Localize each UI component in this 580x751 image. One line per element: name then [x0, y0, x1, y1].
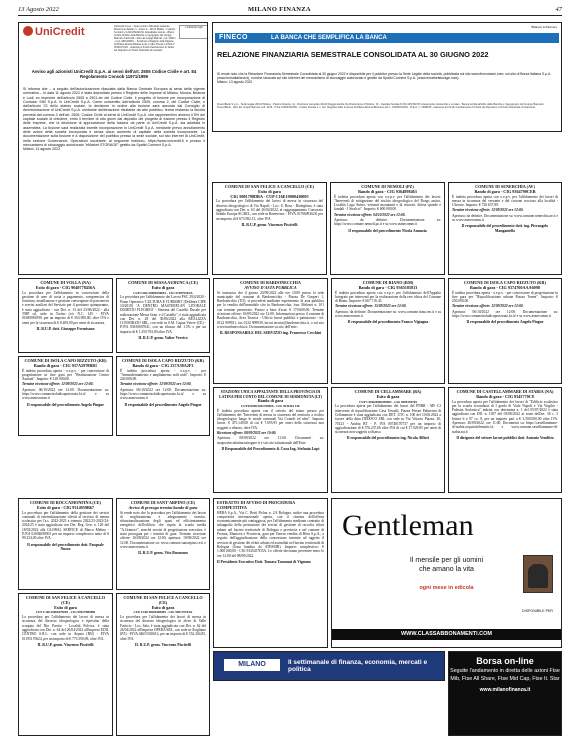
gentleman-url-bar[interactable]: WWW.CLASSABBONAMENTI.COM [332, 629, 561, 640]
unicredit-place-date: Milano, 11 agosto 2022 [23, 147, 61, 152]
gentleman-cover-image [523, 555, 553, 593]
page-header [18, 6, 562, 16]
notice-stazione-latina: STAZIONE UNICA APPALTANTE DELLA PROVINCIA DI LATINA PER CONTO DEL COMUNE DI SERMONETA (LT) Bando di gara CUP H16B21001700006 - CIG 9344416 15F È indetta procedura aperta con il criterio del minor prezzo per l'affidamento dei "Interventi di messa in sicurezza del territorio a rischio idrogeologico lungo le strade comunali Via Cotardi ed altre". Importo lavori: € 475.149,00 di cui € 7.695,95 per oneri della sicurezza non soggetti a ribasso, oltre IVA. Ricezione offerte: 08/09/2022 ore 10:00. Apertura: 08/09/2022 ore 11:00. Documenti su: suaprovincialatina.tuttogare.it e sul sito istituzionale dell'Ente. Il Responsabile del Procedimento & Cura Ing. Stefania Lupi [213, 387, 328, 493]
notice-castellammare: COMUNE DI CASTELLAMMARE DI STABIA (NA) Bando di gara - CIG 9345770C8 La procedura aperta per l'affidamento dei lavori di "Edificio scolastico per la scuola secondaria di I grado di Viale Napoli e Via Virgilio - Palestra Scolastica" indetta con determina n. 1 del 05/07/2022 è stata aggiudicata con DD. n. 1057 del 03/08/2022 ai sensi dell'art. 36 c. 2 lettera b e 97 co. 8, per un importo pari a € 3.500.000,00 oltre IVA. Apertura: 26/09/2022, ore 11:00. Documenti su: https://castellammare-di-stabia.acquistitelematici.it e www.comune.castellammare-di-stabia.na.it Il dirigente del settore lavori pubblici dott. Antonio Venditto [448, 387, 562, 493]
gentleman-line2: che amano la vita [419, 566, 474, 573]
notice-bardonecchia: COMUNE DI BARDONECCHIA AVVISO D'ASTA PUBBLICA Si comunica che il giorno 20/09/2022 alle ore 10.00 presso la sede municipale del comune di Bardonecchia - Piazza De Gasperi 1, Bardonecchia (TO), si procederà mediante esperimento di asta pubblica per la vendita dell'immobile sito in Bardonecchia, fraz. Melezet n. 101 con termine perentorio. Prezzo a base d'asta: € 170.600,00. Termine ricezione offerte: 16/09/2022 ore 12:00. Informazioni presso il comune di Bardonecchia, Area Tecnica - Ufficio lavori pubblici e patrimonio - tel. 0122 909931, fax 0122 909939, lavori.tecnici@bardonecchia.it, o sul sito www.bardonecchia.it. Documentazione su sito dell'ente. IL RESPONSABILE DEL SERVIZIO ing. Francesco Cecchini [213, 278, 328, 384]
newspaper-name: MILANO FINANZA [248, 6, 311, 13]
notice-nemoli: COMUNE DI NEMOLI (PZ) Bando di gara - CIG 9364898463 È indetta procedura aperta con o.e.p.v. per l'affidamento dei lavori: "Interventi di mitigazione del rischio idrogeologico del Borgo antico, Località Lago Sirino, versanti mountanti e di ristorati, difesa sponde e fondali - I Stralcio". Importo: € 600.000,00. Termine ricezione offerte: 04/10/2022 ore 12:00. Apertura: da definire. Documentazione su: https://www.comune.nemoli.pz.it e su www.asmecomm.it Il responsabile del procedimento Nicola Annuzia [330, 182, 445, 275]
gentleman-logo: Gentleman [342, 509, 474, 542]
notice-senerchia: COMUNE DI SENERCHIA (AV) Bando di gara - CIG 9364790CEB È indetta procedura aperta con o.e.p.v. per l'affidamento dei lavori di messa in sicurezza del versante e del costone roccioso alla località - Ultrosio. Importo: € 720.657,89. Termine ricezione offerte: 12/09/2022 ore 12:00. Apertura: da definire. Documentazione su: www.comune.senerchia.av.it e su www.asmecomm.it Il responsabile del procedimento dott. ing. Pierangelo Manganiello [448, 182, 562, 275]
unicredit-logo: UniCredit [23, 26, 85, 38]
page-number: 47 [555, 6, 562, 13]
fineco-legal: FinecoBank S.p.A. - Sede legale 20123 Milano - Piazza Durante, 11 - Direzione Generale 42123 Reggio Emilia Via Rivoluzione d'Ottobre, 16 - Capitale Sociale € 201.339.562,56 interamente sottoscritto e versato - Banca iscritta all'Albo delle Banche e Capogruppo del Gruppo Bancario FinecoBank - Albo dei Gruppi Bancari cod. 3015 - P.Iva 12962340159 - Codice Fiscale e n. iscr. Registro delle Imprese di Milano-Monza-Brianza-Lodi n. 01392970404 - R.E.A. n. 1598155 - Aderente al Fondo Interbancario di Tutela dei Depositi e al Fondo Nazionale di Garanzia. [217, 103, 544, 110]
notice-roccamonfina: COMUNE DI ROCCAMONFINA (CE) Esito di gara - CIG 9314959B67 La procedura per l'affidamento della gestione dei servizi comunali di esternalizzazione riferiti al servizio di mensa scolastica per l'a.s. 2022-2023 e triennio 2022/23-2023/24-2024/25 è stata aggiudicata con Det. Reg. Gen. n. 120 del 18/03/2022 alla GLOBAL SERVICE di Marco Melino - P.IVA 02694690901 per un importo complessivo netto di € 99.234,00 oltre IVA. Il responsabile del procedimento dott. Pasquale Nuzzo [18, 498, 113, 590]
unicredit-globe-icon [23, 26, 33, 36]
borsa-url[interactable]: www.milanofinanza.it [479, 686, 531, 693]
fineco-title: RELAZIONE FINANZIARIA SEMESTRALE CONSOLIDATA AL 30 GIUGNO 2022 [217, 50, 489, 59]
unicredit-body: Si informa che – a seguito dell'autorizzazione rilasciata dalla Banca Centrale Europea ai sensi della vigente normativa – in data 11 agosto 2022 è stato depositato presso il Registro delle Imprese di Milano, Monza, Brianza e Lodi, ex impronte dell'articolo 2505 e 2501-ter del Codice Civile, il progetto di fusione per incorporazione di Cordusio SIM S.p.A. in UniCredit S.p.A. Come consentito dall'articolo 2505, comma 2, del Codice Civile, e dall'articolo 23 dello statuto sociale, la decisione in ordine alla fusione sarà assunta dal Consiglio di Amministrazione di UniCredit S.p.A. mediante deliberazione risultante da atto pubblico, ferma restando la facoltà prevista dal comma 3 dell'art. 2505, Codice Civile ai sensi di UniCredit S.p.A. che rappresentino almeno il 5% del capitale sociale di chiedere, entro il termine di otto giorni dal deposito del progetto di fusione presso il Registro delle Imprese, che la decisione di approvazione della fusione da parte di UniCredit S.p.A. sia adottata in assemblea. La fusione sarà realizzata tramite incorporazione in UniCredit S.p.A. mediante previo annullamento delle azioni della società incorporata e senza alcun aumento di capitale della società incorporante. La documentazione sulla fusione è a disposizione del pubblico presso la sede sociale, sul sito internet di UniCredit, nella sezione Governance, Operazioni societarie, al seguente indirizzo, https://www.unicredit.it e presso il meccanismo di stoccaggio autorizzato "eMarket STORAGE" gestito da Spafid Connect S.p.A. Milano, 11 agosto 2022 [23, 87, 205, 152]
notice-cellammare: COMUNE DI CELLAMMARE (BA) Esito di gara CUP C36D20000450002 - CIG 9098194765 La procedura aperta per l'affidamento dei lavori del PNRR - M5 C2 intervento di riqualificazione Casa Tessalli, Piazza Ferrari Palmerini di Cellammare è stata aggiudicata con DET. UTC n. 100 del 10.06.2022 a favore della ditta DEDOCO SRL con sede in Via Vittorio Piazza, 20, 70123 - Andria BT - P. IVA 00748170737 per un importo di aggiudicazione di € 576.237,66 oltre IVA di cui € 17.029,85 per oneri di sicurezza non soggetti a ribasso. Il responsabile del procedimento ing. Nicola Alfieri [331, 387, 445, 493]
fineco-logo: FINECO [219, 34, 248, 41]
unicredit-title: Avviso agli azionisti UniCredit S.p.A. ai sensi dell'art. 2505 Codice Civile e art. 84 Regolamento Consob 11971/1999 [31, 69, 197, 80]
fineco-notice [212, 22, 562, 132]
notice-sessa: COMUNE DI SESSA AURUNCA (CE) Esito di gara CUP G36G18000290001 - CIG 9198795E4A La procedura per l'affidamento dei Lavori PSC 29/4/2020 - Piano Operativo 'CULTURA E TURISMO' (Delibera CIPE 10/2018) 'A DENTRO MASTERPLAN LITORALE DOMITIO FLEGREO' - Sistema del Castello Ducale per realizzazione Messa Gran. e il Castello", è stata aggiudicata con Det. n. 28 del 30/06/2022 alla REALIZZA CONSORZIO SRL, con sede in S.M. Capua Vetere (CE) - P.IVA 03610607641, con un ribasso del 1,5% e per un importo di € 1.350.763,00 oltre IVA. IL R.U.P. geom. Valter Verrico [116, 278, 210, 353]
notice-isola-1: COMUNE DI ISOLA CAPO RIZZUTO (KR) Bando di gara - CIG 9374760AAA6098 È indetta procedura aperta - o.e.p.v. - per concessione di progettazione in fine gara per "Riqualificazione urbana Piazza Terme". Importo: € 250.000,00. Termine ricezione offerte: 12/09/2022 ore 12:00. Apertura: 06/10/2022 ore 12:00. Documentazione su: https://www.comuneisoladicaporizzuto.kr.it/ e su www.asmecomm.it Il responsabile del procedimento Angelo Pingue [448, 278, 562, 384]
fineco-body: Si rende noto che la Relazione Finanziaria Semestrale Consolidata al 30 giugno 2022 è disponibile per il pubblico presso la Sede Legale della società, pubblicata sul sito www.finecobank.com; sul sito di Borsa Italiana S.p.A. (www.borsaitaliana.it), nonché stoccata sul sito Internet del meccanismo di stoccaggio autorizzato e gestito da Spafid Connect S.p.A. (www.emarketstorage.com). Milano, 13 agosto 2022 [217, 72, 552, 84]
milano-finanza-text: Il settimanale di finanza, economia, mercati e politica [288, 659, 428, 673]
gentleman-online-label: DISPONIBILE PER [522, 609, 553, 613]
notice-volla: COMUNE DI VOLLA (NA) Esito di gara - CIG 9040778456A La procedura per l'affidamento in concessione della gestione di aree di sosta a pagamento, comprensiva di fornitura, installazione e gestione convergente di parcometri e servizi ausiliari del Servizio per il prossimo quinquennio, è stata aggiudicata - con Det. n. 13 del 23/06/2022 - alla TMP srl, sede in Torino (c/o N.C. 145 - P.IVA 01690081090, per un importo di € 563.900,00, oltre IVA e oneri per la sicurezza di € 8.400,00 per oneri di sicurezza. IL R.U.P. dott. Giuseppe Formisano [18, 278, 113, 353]
notice-sanfelice-2: COMUNE DI SAN FELICE A CANCELLO (CE) Esito di gara CUP C16E19000470005 - CIG 900179B0BD La procedura per l'affidamento dei lavori di messa in sicurezza del dissesto idrogeologico e ripristino della scarpata del Rio Parrito - Località Polvica, è stata aggiudicata con Det. n. 64 del 26/04/2022 all'impresa EDIL CENTRO S.R.L. con sede in Arpaia (BN) - P.IVA 01195170624, per un importo di € 773.590,08, oltre IVA. IL R.U.P. geom. Vincenzo Piscitelli [18, 593, 113, 736]
page-date: 13 Agosto 2022 [18, 6, 59, 13]
notice-hera: ESTRATTO DI AVVISO DI PROCEDURA COMPETITIVA HERA S.p.A., Via C. Berti Pichat n. 2/4 Bologna, indice una procedura competitiva internazionale aperta, con il sistema dell'offerta economicamente più vantaggiosa, per l'affidamento mediante contratto di subappalto della prestazione dei servizi di gestione di raccolta rifiuti urbani nel bacino territoriale di Bologna e provincia e nel comune di Ferrara, Mantova e Provincia, gara per l'intera vendita di Hera S.p.A., a seguito dell'aggiudicazione della concessione inerente ad oggetto il servizio di gestione dei rifiuti urbani ed assimilati nel bacino territoriale di Bologna (Gara bandita da ATERSIR). Importo complessivo: € 1.000.000,00 - CIG 9345457D3A. Le offerte dovranno pervenire entro le ore 12:00 del 08/09/2022. Il Presidente Esecutivo Dott. Tomaso Tommasi di Vignano [213, 498, 328, 648]
notice-sanfelice-3: COMUNE DI SAN FELICE A CANCELLO (CE) Esito di gara CUP C16E19000460005 - CIG 9001797FAF La procedura per l'affidamento dei lavori di messa in sicurezza del dissesto idrogeologico in alveo di Valle Fatiscio - Loc. Sala, è stata aggiudicata con Det. n. 62 del 26/04/2022 all'impresa OPERA SRL, con sede in Avigliano (PZ) - P.IVA 04653330612, per un importo di € 552.204,85, oltre IVA. IL R.U.P. geom. Vincenzo Piscitelli [116, 593, 210, 736]
borsa-online-ad[interactable] [448, 651, 562, 736]
gentleman-cta: ogni mese in edicola [419, 585, 474, 591]
milano-finanza-ad[interactable] [213, 651, 445, 681]
borsa-text: Seguite l'andamento in diretta delle azioni Ftse Mib, Ftse All Share, Ftse Mid Cap, Ftse It. Star [450, 668, 560, 682]
notice-isola-2: COMUNE DI ISOLA CAPO RIZZUTO (KR) Bando di gara - CIG 937A5978BB1 È indetta procedura aperta - o.e.p.v. - per concessione di progettazione in fine gara per "Realizzazione Centro Anziani". Importo: € 120.000,00. Termine ricezione offerte: 12/09/2022 ore 12:00. Apertura: 06/10/2022 ore 12:00. Documentazione su: https://www.comuneisoladicaporizzuto.kr.it/ e su www.asmecomm.it Il responsabile del procedimento Angelo Pingue [18, 356, 113, 436]
gentleman-line1: Il mensile per gli uomini [409, 557, 484, 564]
unicredit-company-info: UniCredit S.p.A. - Sede sociale e Direzione Generale: Piazza Gae Aulenti, 3 - Tower A - 20154 Milano - Capitale Sociale € 21.220.169.840,50, interamente versato - Banca iscritta all'Albo delle Banche e Capogruppo del Gruppo Bancario UniCredit - Albo dei Gruppi Bancari: cod. 2008.1 - Cod. ABI 02008.1 - Iscrizione al Registro delle Imprese di Milano-Monza-Brianza-Lodi, Codice Fiscale e P.IVA n° 00348170101 - Aderente al Fondo Interbancario di Tutela dei Depositi e al Fondo Nazionale di Garanzia. [114, 25, 176, 52]
fineco-top-right: Bilancio & Partners [531, 25, 557, 29]
unicredit-side-logos: Lombardia loghi [179, 25, 208, 39]
milano-finanza-logo: MILANO FINANZA [224, 659, 280, 671]
notice-sanfelice-1: COMUNE DI SAN FELICE A CANCELLO (CE) Esito di gara CIG 9001798DBA - CUP C16E19000430005 La procedura per l'affidamento dei lavori di messa in sicurezza del dissesto idrogeologico di Via Napoli - Loc. S. Rosa - Botteghino, è stata aggiudicata con Det. n. 63 del 26/04/2022, al raggruppamento Consorzio Stabile Europa SCARL, con sede in Benevento - P.IVA 01766093628, per un importo di € 673.982,13, oltre IVA. IL R.U.P. geom. Vincenzo Piscitelli [212, 182, 327, 275]
gentleman-ad [331, 498, 562, 648]
borsa-title: Borsa on-line [476, 656, 534, 666]
notice-santarpino: COMUNE DI SANT'ARPINO (CE) Avviso di proroga termini bando di gara Si rende noto che la procedura per l'affidamento dei lavori di miglioramento e adeguamento sismico, rifunzionalizzazione degli spazi ed efficientamento energetico dell'edificio che ospita la scuola media "A.Gramsci", nonché servizi di progettazione esecutiva, è stata prorogata per i termini di gara. Termine ricezione offerte: 16/08/2022 ore 12:00, apertura: 19/08/2022 ore 12:00. Documentazione su: www.comune.santarpino.ce.it e www.asmecomm.it IL R.U.P. geom. Vito Buonomo [116, 498, 210, 590]
fineco-tagline: LA BANCA CHE SEMPLIFICA LA BANCA [271, 35, 387, 41]
notice-riano: COMUNE DI RIANO (RM) Bando di gara - CIG 9365185813 È indetta procedura aperta con o.e.p.v. per l'affidamento dell'Appalto Integrato per interventi per la realizzazione della rete idrica del Comune di Riano. Importo: € 667.716,43. Termine ricezione offerte: 15/09/2022 ore 12:00. Apertura: da definire. Documentazione su: www.comune.riano.rm.it e su www.asmecomm.it Il responsabile del procedimento Franco Vigiagna [331, 278, 445, 384]
notice-isola-3: COMUNE DI ISOLA CAPO RIZZUTO (KR) Bando di gara - CIG 237A58A2F3 È indetta procedura aperta - o.e.p.v. - per "Ammodernamento e ampliamento asili nido". Importo: € 240.000,00. Termine ricezione offerte: 12/09/2022 ore 12:00. Apertura: 06/10/2022 ore 12:00. Documentazione su: https://www.comuneisoladicaporizzuto.kr.it/ e su www.asmecomm.it Il responsabile del procedimento Angelo Pingue [116, 356, 210, 436]
unicredit-notice [18, 22, 208, 275]
fineco-brand-band [215, 33, 559, 43]
